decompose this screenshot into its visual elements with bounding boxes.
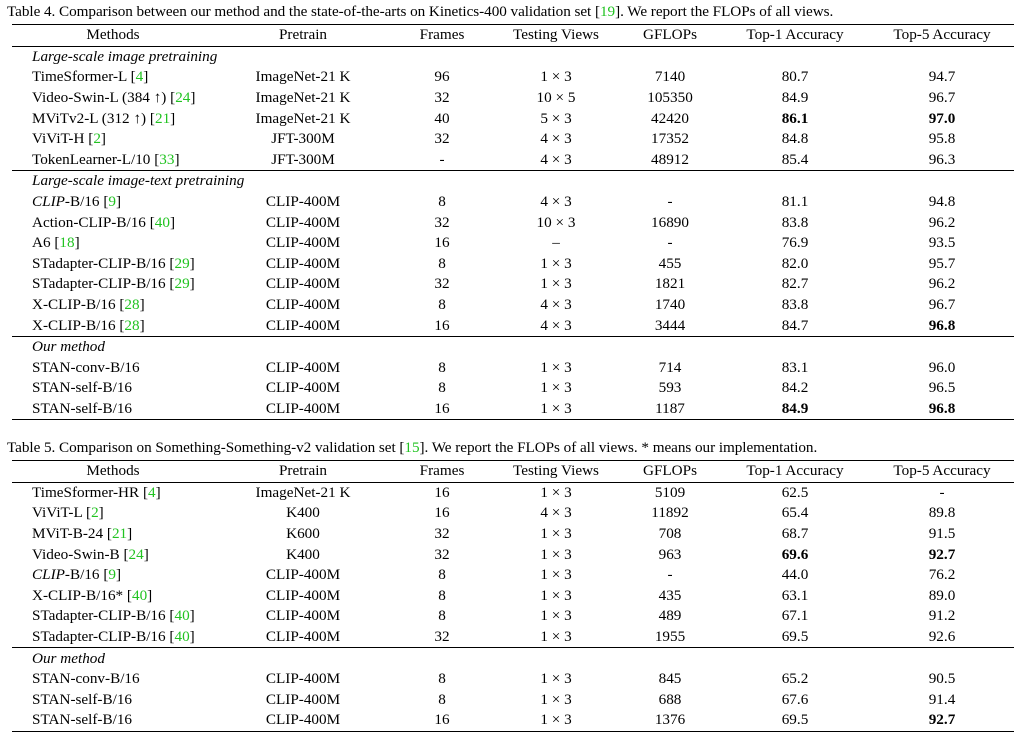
- column-header: Top-1 Accuracy: [720, 461, 870, 483]
- frames-cell: 8: [438, 690, 446, 708]
- gflops-cell: 42420: [651, 109, 689, 127]
- frames-cell: 16: [434, 316, 450, 334]
- table-row: [12, 565, 1014, 586]
- citation-link[interactable]: 2: [91, 504, 99, 522]
- table-row: [12, 192, 1014, 213]
- top1-cell: 76.9: [781, 234, 809, 252]
- frames-cell: 8: [438, 586, 446, 604]
- top1-cell: 44.0: [781, 566, 809, 584]
- table-row: [12, 150, 1014, 171]
- table-row: [12, 627, 1014, 648]
- gflops-cell: 963: [658, 545, 682, 563]
- top5-cell: 96.8: [870, 399, 1014, 420]
- top5-cell: 95.7: [928, 254, 956, 272]
- top5-cell: 97.0: [928, 109, 956, 127]
- method-cell: TimeSformer-HR [4]: [32, 483, 161, 501]
- table-row: [12, 482, 1014, 503]
- table-row: [12, 524, 1014, 545]
- views-cell: 1 × 3: [540, 358, 572, 376]
- pretrain-cell: ImageNet-21 K: [255, 68, 351, 86]
- pretrain-cell: CLIP-400M: [265, 690, 341, 708]
- gflops-cell: 593: [658, 379, 682, 397]
- caption-citation-link[interactable]: 15: [404, 439, 420, 456]
- column-header: Pretrain: [214, 25, 392, 47]
- method-cell: [12, 399, 214, 420]
- column-header: Top-1 Accuracy: [720, 25, 870, 47]
- method-cell: TimeSformer-L [4]: [32, 68, 149, 86]
- gflops-cell: 105350: [647, 89, 693, 107]
- frames-cell: 32: [434, 628, 450, 646]
- section-title: Our method: [12, 336, 1014, 357]
- method-name: STadapter-CLIP-B/16: [32, 628, 166, 646]
- method-name: TokenLearner-L/10: [32, 150, 151, 168]
- pretrain-cell: CLIP-400M: [265, 358, 341, 376]
- top5-cell: 96.0: [928, 358, 956, 376]
- frames-cell: 8: [438, 379, 446, 397]
- table-row: [12, 67, 1014, 88]
- top1-cell: 84.9: [781, 89, 809, 107]
- top1-cell: 65.2: [781, 670, 809, 688]
- top5-cell: 96.3: [928, 150, 956, 168]
- method-cell: X-CLIP-B/16* [40]: [32, 586, 153, 604]
- pretrain-cell: CLIP-400M: [265, 213, 341, 231]
- top5-cell: 96.7: [928, 89, 956, 107]
- top5-cell: 90.5: [928, 670, 956, 688]
- column-header: Frames: [392, 25, 492, 47]
- frames-cell: 32: [434, 545, 450, 563]
- pretrain-cell: K400: [286, 545, 320, 563]
- citation-link[interactable]: 29: [174, 275, 190, 293]
- citation-link[interactable]: 9: [108, 193, 116, 211]
- caption-text: Table 5. Comparison on Something-Something-v2 validation set [: [7, 439, 405, 456]
- table-row: [12, 710, 1014, 731]
- pretrain-cell: CLIP-400M: [265, 379, 341, 397]
- top5-cell: 76.2: [928, 566, 956, 584]
- pretrain-cell: ImageNet-21 K: [255, 89, 351, 107]
- top1-cell: 84.7: [781, 316, 809, 334]
- top5-cell: 91.2: [928, 607, 956, 625]
- method-name: STAN-self-B/16: [32, 399, 133, 417]
- frames-cell: 96: [434, 68, 450, 86]
- views-cell: 4 × 3: [540, 150, 572, 168]
- method-name: -B/16: [64, 566, 100, 584]
- method-name: MViT-B-24: [32, 525, 104, 543]
- views-cell: 10 × 5: [536, 89, 576, 107]
- top1-cell: 69.5: [720, 710, 870, 731]
- pretrain-cell: JFT-300M: [271, 150, 335, 168]
- column-header: Frames: [392, 461, 492, 483]
- top1-cell: 84.2: [781, 379, 809, 397]
- gflops-cell: 688: [658, 690, 682, 708]
- views-cell: 1 × 3: [540, 275, 572, 293]
- pretrain-cell: CLIP-400M: [214, 399, 392, 420]
- top5-cell: -: [939, 483, 945, 501]
- views-cell: 1 × 3: [540, 68, 572, 86]
- section-title: Large-scale image-text pretraining: [12, 171, 1014, 192]
- table-row: [12, 274, 1014, 295]
- top5-cell: 89.0: [928, 586, 956, 604]
- pretrain-cell: ImageNet-21 K: [255, 483, 351, 501]
- table-row: [12, 108, 1014, 129]
- pretrain-cell: CLIP-400M: [265, 566, 341, 584]
- table-row: [12, 315, 1014, 336]
- pretrain-cell: CLIP-400M: [265, 275, 341, 293]
- method-cell: [12, 358, 214, 379]
- method-name: ViViT-L: [32, 504, 83, 522]
- method-cell: STadapter-CLIP-B/16 [40]: [32, 607, 195, 625]
- method-cell: STadapter-CLIP-B/16 [29]: [32, 254, 195, 272]
- method-name: TimeSformer-L: [32, 68, 127, 86]
- section-header-row: [12, 46, 1014, 67]
- top5-cell: 96.2: [928, 275, 956, 293]
- views-cell: 1 × 3: [540, 607, 572, 625]
- top5-cell: 93.5: [928, 234, 956, 252]
- table-row: [12, 606, 1014, 627]
- frames-cell: 8: [438, 193, 446, 211]
- frames-cell: 8: [438, 670, 446, 688]
- frames-cell: 8: [438, 296, 446, 314]
- method-name: TimeSformer-HR: [32, 483, 140, 501]
- column-header: Top-5 Accuracy: [870, 25, 1014, 47]
- views-cell: 4 × 3: [540, 193, 572, 211]
- method-name: STAN-conv-B/16: [32, 358, 140, 376]
- pretrain-cell: CLIP-400M: [265, 316, 341, 334]
- top5-cell: 91.5: [928, 525, 956, 543]
- method-cell: Video-Swin-B [24]: [32, 545, 149, 563]
- method-name-italic: CLIP: [32, 566, 65, 584]
- gflops-cell: 17352: [651, 130, 689, 148]
- views-cell: 4 × 3: [540, 296, 572, 314]
- citation-link[interactable]: 18: [59, 234, 75, 252]
- gflops-cell: 16890: [651, 213, 689, 231]
- pretrain-cell: CLIP-400M: [214, 710, 392, 731]
- frames-cell: 40: [434, 109, 450, 127]
- top1-cell: 82.0: [781, 254, 809, 272]
- citation-link[interactable]: 28: [124, 316, 140, 334]
- top1-cell: 83.1: [781, 358, 809, 376]
- table-row: [12, 233, 1014, 254]
- method-name: ViViT-H: [32, 130, 85, 148]
- table-row: [12, 544, 1014, 565]
- gflops-cell: 1821: [654, 275, 686, 293]
- gflops-cell: 3444: [654, 316, 686, 334]
- citation-link[interactable]: 24: [128, 545, 144, 563]
- method-cell: Action-CLIP-B/16 [40]: [32, 213, 176, 231]
- top1-cell: 69.5: [781, 628, 809, 646]
- gflops-cell: 11892: [651, 504, 689, 522]
- top5-cell: 96.5: [928, 379, 956, 397]
- gflops-cell: 435: [658, 586, 682, 604]
- method-name: X-CLIP-B/16*: [32, 586, 124, 604]
- method-name: STAN-self-B/16: [32, 711, 133, 729]
- gflops-cell: 708: [658, 525, 682, 543]
- section-header-row: [12, 336, 1014, 357]
- table4-caption: [7, 2, 833, 21]
- gflops-cell: 1955: [654, 628, 686, 646]
- citation-link[interactable]: 40: [154, 213, 170, 231]
- pretrain-cell: CLIP-400M: [265, 670, 341, 688]
- citation-link[interactable]: 21: [111, 525, 128, 543]
- views-cell: 5 × 3: [540, 109, 572, 127]
- pretrain-cell: CLIP-400M: [265, 628, 341, 646]
- citation-link[interactable]: 4: [135, 68, 144, 86]
- top5-cell: 95.8: [928, 130, 956, 148]
- frames-cell: 16: [434, 234, 450, 252]
- method-cell: ViViT-H [2]: [32, 130, 106, 148]
- method-name: STAN-self-B/16: [32, 690, 133, 708]
- gflops-cell: -: [667, 234, 673, 252]
- method-name: A6: [32, 234, 51, 252]
- views-cell: 1 × 3: [540, 586, 572, 604]
- frames-cell: 16: [392, 710, 492, 731]
- pretrain-cell: CLIP-400M: [265, 193, 341, 211]
- frames-cell: 32: [434, 89, 450, 107]
- method-cell: CLIP-B/16 [9]: [32, 193, 122, 211]
- frames-cell: 8: [438, 358, 446, 376]
- frames-cell: 32: [434, 213, 450, 231]
- method-cell: X-CLIP-B/16 [28]: [32, 316, 145, 334]
- table-row: [12, 212, 1014, 233]
- method-name: STadapter-CLIP-B/16: [32, 275, 166, 293]
- views-cell: –: [552, 234, 560, 252]
- top1-cell: 82.7: [781, 275, 809, 293]
- gflops-cell: 48912: [651, 150, 689, 168]
- table-row: [12, 129, 1014, 150]
- table5-header-row: [12, 461, 1014, 483]
- top1-cell: 85.4: [781, 150, 809, 168]
- frames-cell: 8: [438, 607, 446, 625]
- column-header: Testing Views: [492, 461, 620, 483]
- method-name: X-CLIP-B/16: [32, 296, 116, 314]
- top1-cell: 68.7: [781, 525, 809, 543]
- top1-cell: 81.1: [781, 193, 809, 211]
- citation-link[interactable]: 2: [93, 130, 101, 148]
- top1-cell: 65.4: [781, 504, 809, 522]
- table5: [12, 460, 1014, 732]
- section-title: Our method: [12, 648, 1014, 669]
- method-cell: [12, 669, 214, 690]
- section-header-row: [12, 648, 1014, 669]
- citation-link[interactable]: 4: [148, 483, 156, 501]
- views-cell: 1 × 3: [540, 545, 572, 563]
- frames-cell: 32: [434, 525, 450, 543]
- views-cell: 1 × 3: [540, 670, 572, 688]
- table-row: [12, 378, 1014, 399]
- table-row: [12, 399, 1014, 420]
- caption-text: Table 4. Comparison between our method and the state-of-the-arts on Kinetics-400 validation set [: [7, 3, 600, 20]
- method-cell: [12, 710, 214, 731]
- pretrain-cell: CLIP-400M: [265, 234, 341, 252]
- citation-link[interactable]: 28: [124, 296, 140, 314]
- gflops-cell: 1740: [654, 296, 686, 314]
- views-cell: 4 × 3: [540, 316, 572, 334]
- method-name: X-CLIP-B/16: [32, 316, 116, 334]
- table-row: [12, 669, 1014, 690]
- pretrain-cell: CLIP-400M: [265, 607, 341, 625]
- top5-cell: 94.8: [928, 193, 956, 211]
- pretrain-cell: JFT-300M: [271, 130, 335, 148]
- gflops-cell: 1376: [620, 710, 720, 731]
- views-cell: 1 × 3: [492, 399, 620, 420]
- method-name: MViTv2-L (312 ↑): [32, 109, 147, 127]
- pretrain-cell: K600: [286, 525, 320, 543]
- method-name: Video-Swin-L (384 ↑): [32, 89, 167, 107]
- method-cell: TokenLearner-L/10 [33]: [32, 150, 180, 168]
- views-cell: 1 × 3: [540, 379, 572, 397]
- method-cell: ViViT-L [2]: [32, 504, 104, 522]
- views-cell: 1 × 3: [540, 254, 572, 272]
- caption-text: ]. We report the FLOPs of all views. * means our implementation.: [419, 439, 818, 456]
- pretrain-cell: K400: [286, 504, 320, 522]
- frames-cell: 32: [434, 275, 450, 293]
- views-cell: 1 × 3: [492, 710, 620, 731]
- top5-cell: 96.8: [928, 316, 956, 334]
- views-cell: 1 × 3: [540, 483, 572, 501]
- table-row: [12, 503, 1014, 524]
- citation-link[interactable]: 9: [108, 566, 116, 584]
- method-name: STadapter-CLIP-B/16: [32, 254, 166, 272]
- top5-cell: 92.7: [928, 545, 956, 563]
- citation-link[interactable]: 40: [131, 586, 148, 604]
- views-cell: 10 × 3: [536, 213, 576, 231]
- method-cell: MViTv2-L (312 ↑) [21]: [32, 109, 176, 127]
- top1-cell: 67.1: [781, 607, 809, 625]
- top5-cell: 92.6: [928, 628, 956, 646]
- column-header: Methods: [12, 25, 214, 47]
- method-name: Action-CLIP-B/16: [32, 213, 146, 231]
- table-row: [12, 358, 1014, 379]
- method-cell: STadapter-CLIP-B/16 [29]: [32, 275, 195, 293]
- method-name: -B/16: [64, 193, 100, 211]
- top5-cell: 91.4: [928, 690, 956, 708]
- top5-cell: 96.7: [928, 296, 956, 314]
- pretrain-cell: CLIP-400M: [265, 296, 341, 314]
- section-header-row: [12, 171, 1014, 192]
- column-header: Top-5 Accuracy: [870, 461, 1014, 483]
- views-cell: 4 × 3: [540, 130, 572, 148]
- top1-cell: 86.1: [781, 109, 809, 127]
- method-cell: A6 [18]: [32, 234, 80, 252]
- views-cell: 1 × 3: [540, 566, 572, 584]
- frames-cell: -: [439, 150, 445, 168]
- column-header: Testing Views: [492, 25, 620, 47]
- column-header: GFLOPs: [620, 461, 720, 483]
- column-header: Pretrain: [214, 461, 392, 483]
- views-cell: 1 × 3: [540, 628, 572, 646]
- section-title: Large-scale image pretraining: [32, 47, 218, 65]
- citation-link[interactable]: 24: [175, 89, 191, 107]
- table-row: [12, 586, 1014, 607]
- method-cell: X-CLIP-B/16 [28]: [32, 296, 145, 314]
- gflops-cell: 845: [658, 670, 682, 688]
- caption-text: ]. We report the FLOPs of all views.: [615, 3, 834, 20]
- method-cell: [12, 378, 214, 399]
- top1-cell: 83.8: [781, 296, 809, 314]
- column-header: Methods: [12, 461, 214, 483]
- views-cell: 4 × 3: [540, 504, 572, 522]
- top1-cell: 69.6: [781, 545, 809, 563]
- caption-citation-link[interactable]: 19: [599, 3, 616, 20]
- gflops-cell: 489: [658, 607, 682, 625]
- method-name: Video-Swin-B: [32, 545, 120, 563]
- method-name: STadapter-CLIP-B/16: [32, 607, 166, 625]
- method-cell: CLIP-B/16 [9]: [32, 566, 122, 584]
- top1-cell: 62.5: [781, 483, 809, 501]
- top5-cell: 89.8: [928, 504, 956, 522]
- frames-cell: 16: [434, 483, 450, 501]
- method-name: STAN-conv-B/16: [32, 670, 140, 688]
- citation-link[interactable]: 40: [174, 628, 190, 646]
- method-name: STAN-self-B/16: [32, 379, 133, 397]
- frames-cell: 16: [434, 504, 450, 522]
- frames-cell: 16: [392, 399, 492, 420]
- table-row: [12, 690, 1014, 711]
- top1-cell: 67.6: [781, 690, 809, 708]
- gflops-cell: 7140: [654, 68, 686, 86]
- citation-link[interactable]: 40: [174, 607, 190, 625]
- top1-cell: 63.1: [781, 586, 809, 604]
- top1-cell: 80.7: [781, 68, 809, 86]
- top1-cell: 84.8: [781, 130, 809, 148]
- pretrain-cell: CLIP-400M: [265, 586, 341, 604]
- top5-cell: 94.7: [928, 68, 956, 86]
- frames-cell: 32: [434, 130, 450, 148]
- method-name-italic: CLIP: [32, 193, 65, 211]
- gflops-cell: -: [667, 193, 673, 211]
- table-row: [12, 295, 1014, 316]
- gflops-cell: 455: [658, 254, 682, 272]
- top5-cell: 92.7: [870, 710, 1014, 731]
- gflops-cell: 714: [658, 358, 682, 376]
- frames-cell: 8: [438, 254, 446, 272]
- method-cell: STadapter-CLIP-B/16 [40]: [32, 628, 195, 646]
- column-header: GFLOPs: [620, 25, 720, 47]
- gflops-cell: 5109: [654, 483, 686, 501]
- citation-link[interactable]: 33: [159, 150, 175, 168]
- citation-link[interactable]: 21: [154, 109, 171, 127]
- frames-cell: 8: [438, 566, 446, 584]
- method-cell: MViT-B-24 [21]: [32, 525, 133, 543]
- table4: [12, 24, 1014, 420]
- pretrain-cell: ImageNet-21 K: [255, 109, 351, 127]
- table5-caption: [7, 438, 817, 457]
- views-cell: 1 × 3: [540, 690, 572, 708]
- method-cell: [12, 690, 214, 711]
- top5-cell: 96.2: [928, 213, 956, 231]
- top1-cell: 83.8: [781, 213, 809, 231]
- citation-link[interactable]: 29: [174, 254, 190, 272]
- views-cell: 1 × 3: [540, 525, 572, 543]
- method-cell: Video-Swin-L (384 ↑) [24]: [32, 89, 196, 107]
- table4-header-row: [12, 25, 1014, 47]
- table-row: [12, 88, 1014, 109]
- gflops-cell: 1187: [620, 399, 720, 420]
- table-row: [12, 254, 1014, 275]
- pretrain-cell: CLIP-400M: [265, 254, 341, 272]
- top1-cell: 84.9: [720, 399, 870, 420]
- gflops-cell: -: [667, 566, 673, 584]
